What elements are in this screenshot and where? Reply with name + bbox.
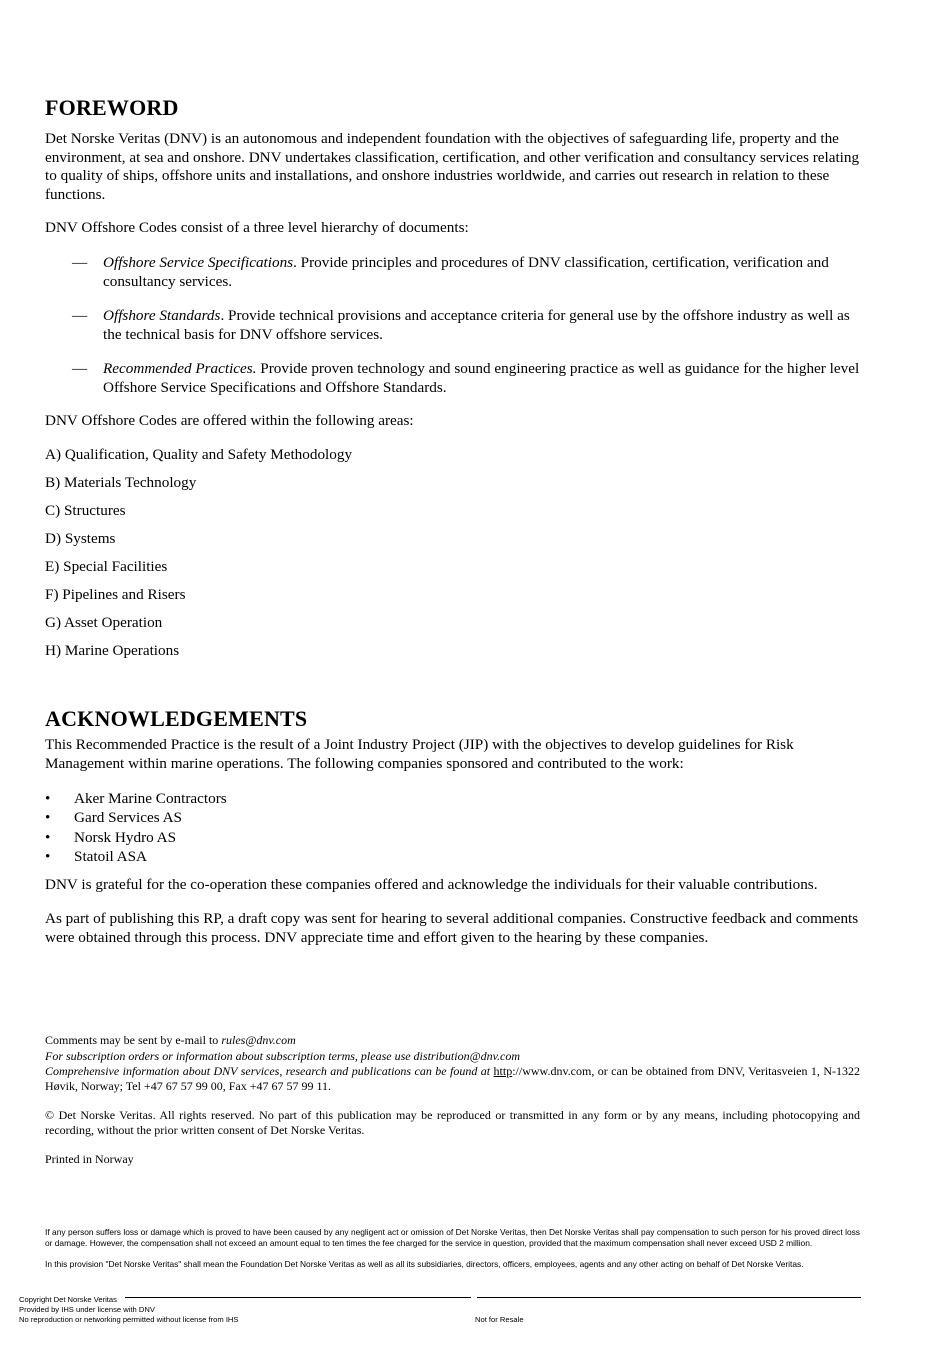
info-address-text: ://www.dnv.com, or can be obtained from DNV, Veritasveien 1, N-1322 Høvik, Norway; Tel +47 67 57 99 00, Fax +47 67 57 99 11. xyxy=(45,1064,861,1094)
areas-intro: DNV Offshore Codes are offered within the following areas: xyxy=(45,412,414,429)
info-paragraph xyxy=(45,1064,860,1095)
dash-marker: — xyxy=(72,360,88,377)
footer-copyright: Copyright Det Norske Veritas xyxy=(19,1295,117,1304)
area-item: E) Special Facilities xyxy=(45,558,168,575)
footer-license: Provided by IHS under license with DNV xyxy=(19,1305,155,1314)
hearing-paragraph: As part of publishing this RP, a draft copy was sent for hearing to several additional companies. Constructive feedback and comments were obtained through this process. DNV appreciate time and effort given to the hearing by these companies. xyxy=(45,910,859,946)
company-name: Gard Services AS xyxy=(74,809,182,826)
hierarchy-item-title: Recommended Practices. xyxy=(103,360,257,377)
dash-marker: — xyxy=(72,307,88,324)
hierarchy-item-text: . Provide principles and procedures of DNV classification, certification, verification and consultancy services. xyxy=(103,254,829,290)
subscription-line xyxy=(45,1049,860,1064)
printed-in: Printed in Norway xyxy=(45,1152,134,1166)
foreword-heading: FOREWORD xyxy=(45,95,179,120)
hierarchy-item-text: Provide proven technology and sound engineering practice as well as guidance for the higher level Offshore Service Specifications and Offshore Standards. xyxy=(103,360,860,396)
grateful-paragraph: DNV is grateful for the co-operation these companies offered and acknowledge the individuals for their valuable contributions. xyxy=(45,876,818,893)
copyright-notice: © Det Norske Veritas. All rights reserved. No part of this publication may be reproduced or transmitted in any form or by any means, including photocopying and recording, without the prior written consent of Det Norske Veritas. xyxy=(45,1108,860,1138)
definition-disclaimer: In this provision "Det Norske Veritas" shall mean the Foundation Det Norske Veritas as well as all its subsidiaries, directors, officers, employees, agents and any other acting on behalf of Det Norske Veritas. xyxy=(45,1259,804,1269)
area-item: F) Pipelines and Risers xyxy=(45,586,186,603)
hierarchy-item-title: Offshore Standards xyxy=(103,307,221,324)
hierarchy-intro: DNV Offshore Codes consist of a three level hierarchy of documents: xyxy=(45,219,469,236)
acknowledgements-intro: This Recommended Practice is the result of a Joint Industry Project (JIP) with the objectives to develop guidelines for Risk Management within marine operations. The following companies sponsored and contributed to the work: xyxy=(45,736,794,772)
area-item: D) Systems xyxy=(45,530,116,547)
dash-marker: — xyxy=(72,254,88,271)
comments-email-link[interactable]: rules@dnv.com xyxy=(221,1033,296,1047)
foreword-intro: Det Norske Veritas (DNV) is an autonomous and independent foundation with the objectives of safeguarding life, property and the environment, at sea and onshore. DNV undertakes classification, certification, and other verification and consultancy services relating to quality of ships, offshore units and installations, and onshore industries worldwide, and carries out research in relation to these functions. xyxy=(45,130,860,203)
comments-line xyxy=(45,1033,860,1048)
company-name: Norsk Hydro AS xyxy=(74,829,177,846)
acknowledgements-heading: ACKNOWLEDGEMENTS xyxy=(45,706,308,731)
hierarchy-item-title: Offshore Service Specifications xyxy=(103,254,294,271)
bullet-marker: • xyxy=(45,829,51,846)
bullet-marker: • xyxy=(45,848,51,865)
footer-rule-right xyxy=(477,1297,861,1298)
footer-no-reproduction: No reproduction or networking permitted without license from IHS xyxy=(19,1315,239,1324)
bullet-marker: • xyxy=(45,790,51,807)
liability-disclaimer: If any person suffers loss or damage which is proved to have been caused by any negligent act or omission of Det Norske Veritas, then Det Norske Veritas shall pay compensation to such person for his proved direct loss or damage. However, the compensation shall not exceed an amount equal to ten times the fee charged for the service in question, provided that the maximum compensation shall never exceed USD 2 million. xyxy=(45,1227,860,1248)
area-item: C) Structures xyxy=(45,502,126,519)
bullet-marker: • xyxy=(45,809,51,826)
comments-prefix: Comments may be sent by e-mail to xyxy=(45,1033,222,1047)
website-link[interactable]: http xyxy=(493,1064,513,1078)
area-item: H) Marine Operations xyxy=(45,642,180,659)
hierarchy-item-text: . Provide technical provisions and acceptance criteria for general use by the offshore industry as well as the technical basis for DNV offshore services. xyxy=(103,307,850,343)
subscription-text: For subscription orders or information about subscription terms, please use distribution@dnv.com xyxy=(45,1049,521,1063)
company-name: Statoil ASA xyxy=(74,848,148,865)
area-item: B) Materials Technology xyxy=(45,474,197,491)
footer-not-for-resale: Not for Resale xyxy=(475,1315,524,1324)
area-item: A) Qualification, Quality and Safety Methodology xyxy=(45,446,353,463)
area-item: G) Asset Operation xyxy=(45,614,163,631)
footer-rule-left xyxy=(125,1297,471,1298)
info-italic-text: Comprehensive information about DNV services, research and publications can be found at xyxy=(45,1064,494,1078)
company-name: Aker Marine Contractors xyxy=(74,790,227,807)
